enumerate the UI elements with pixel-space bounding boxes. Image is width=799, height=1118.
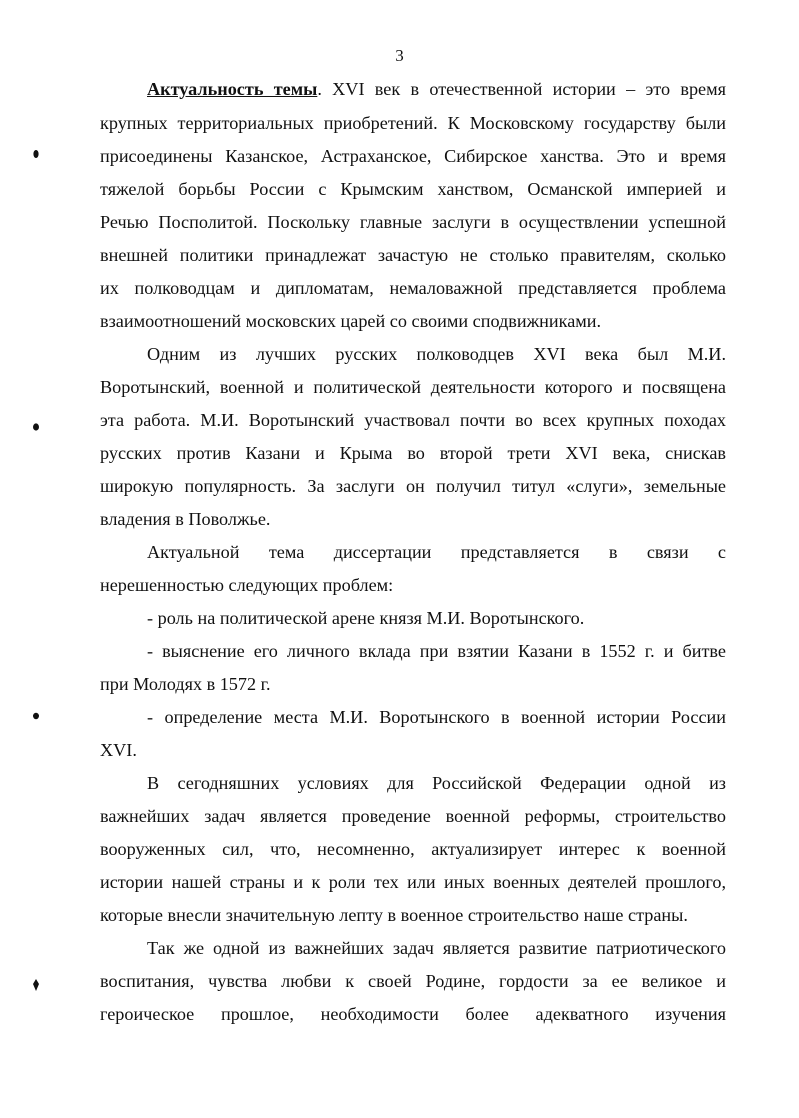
page-number: 3 <box>395 46 404 65</box>
para1-line-4: тяжелой борьбы России с Крымским ханством, Османской империей и <box>100 179 726 199</box>
para2-line-5: широкую популярность. За заслуги он получил титул «слуги», земельные <box>100 476 726 496</box>
para3-line-2: нерешенностью следующих проблем: <box>100 575 394 595</box>
para1-line-1-text: . XVI век в отечественной истории – это время <box>317 79 726 99</box>
list-item-3-line-2: XVI. <box>100 740 137 760</box>
para2-line-6: владения в Поволжье. <box>100 509 271 529</box>
list-item-2-line-1: - выяснение его личного вклада при взятии Казани в 1552 г. и битве <box>147 641 726 661</box>
margin-mark-2 <box>30 420 42 434</box>
para1-line-2: крупных территориальных приобретений. К Московскому государству были <box>100 113 726 133</box>
para4-line-4: истории нашей страны и к роли тех или иных военных деятелей прошлого, <box>100 872 726 892</box>
list-item-2-line-2: при Молодях в 1572 г. <box>100 674 271 694</box>
para5-line-3: героическое прошлое, необходимости более адекватного изучения <box>100 1004 726 1024</box>
para3-line-1: Актуальной тема диссертации представляется в связи с <box>147 542 726 562</box>
para2-line-2: Воротынский, военной и политической деятельности которого и посвящена <box>100 377 726 397</box>
para2-line-1: Одним из лучших русских полководцев XVI века был М.И. <box>147 344 726 364</box>
margin-mark-1 <box>30 147 42 161</box>
para5-line-2: воспитания, чувства любви к своей Родине, гордости за ее великое и <box>100 971 726 991</box>
para2-line-3: эта работа. М.И. Воротынский участвовал почти во всех крупных походах <box>100 410 726 430</box>
para1-line-8: взаимоотношений московских царей со своими сподвижниками. <box>100 311 602 331</box>
para1-line-7: их полководцам и дипломатам, немаловажной представляется проблема <box>100 278 726 298</box>
para4-line-5: которые внесли значительную лепту в военное строительство наше страны. <box>100 905 688 925</box>
para4-line-1: В сегодняшних условиях для Российской Федерации одной из <box>147 773 726 793</box>
para1-line-6: внешней политики принадлежат зачастую не столько правителям, сколько <box>100 245 726 265</box>
para1-line-5: Речью Посполитой. Поскольку главные заслуги в осуществлении успешной <box>100 212 726 232</box>
margin-mark-3 <box>30 709 42 723</box>
para4-line-2: важнейших задач является проведение военной реформы, строительство <box>100 806 726 826</box>
para4-line-3: вооруженных сил, что, несомненно, актуализирует интерес к военной <box>100 839 726 859</box>
margin-mark-4 <box>30 978 42 992</box>
para5-line-1: Так же одной из важнейших задач является развитие патриотического <box>147 938 726 958</box>
section-heading: Актуальность темы <box>147 79 318 99</box>
para1-line-1 <box>147 76 726 102</box>
list-item-3-line-1: - определение места М.И. Воротынского в военной истории России <box>147 707 726 727</box>
para1-line-3: присоединены Казанское, Астраханское, Сибирское ханства. Это и время <box>100 146 726 166</box>
list-item-1: - роль на политической арене князя М.И. Воротынского. <box>147 608 585 628</box>
para2-line-4: русских против Казани и Крыма во второй трети XVI века, снискав <box>100 443 726 463</box>
